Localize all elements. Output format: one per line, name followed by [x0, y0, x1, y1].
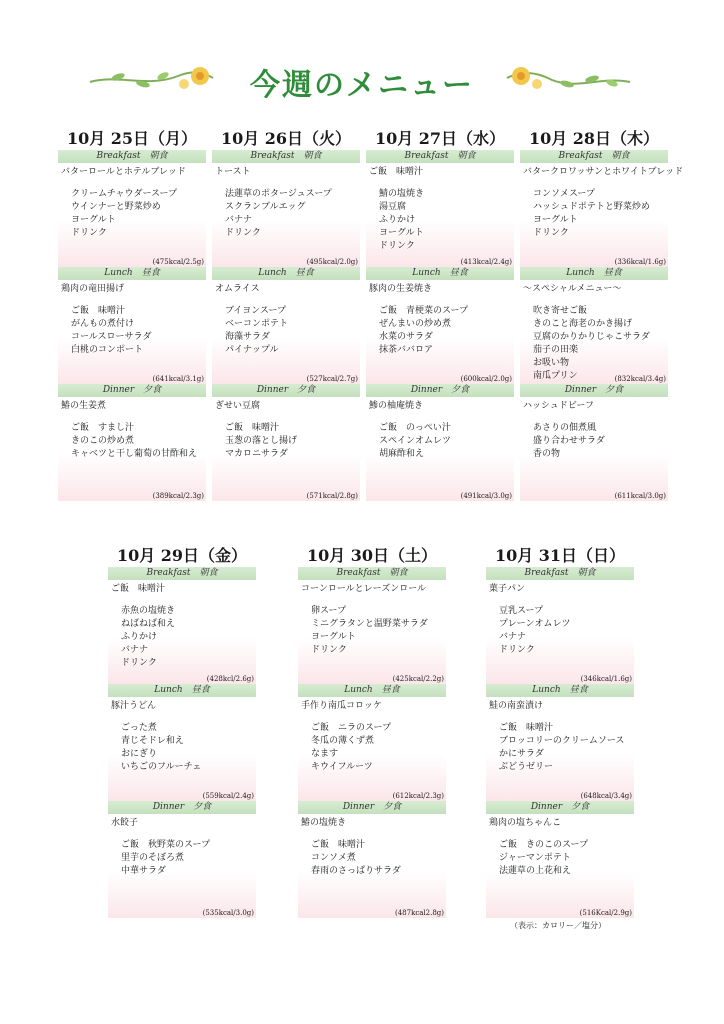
- dinner-header: Dinner 夕食: [108, 801, 256, 814]
- main-dish: 手作り南瓜コロッケ: [301, 701, 382, 711]
- side-dish: ご飯 ニラのスープ: [311, 723, 392, 733]
- calorie-salt: (425kcal/2.2g): [392, 675, 444, 683]
- breakfast-header: Breakfast 朝食: [298, 567, 446, 580]
- dinner-body: [486, 814, 634, 918]
- calorie-salt: (389kcal/2.3g): [152, 492, 204, 500]
- lunch-body: [298, 697, 446, 801]
- side-dish: かにサラダ: [499, 749, 544, 759]
- side-dish: ドリンク: [225, 228, 261, 238]
- dinner-header: Dinner 夕食: [486, 801, 634, 814]
- side-dish: きのこの炒め煮: [71, 436, 135, 446]
- main-dish: バターロールとホテルブレッド: [61, 167, 186, 177]
- side-dish-list: [225, 188, 332, 240]
- side-dish-list: [121, 605, 175, 670]
- side-dish: キャベツと干し葡萄の甘酢和え: [71, 449, 198, 459]
- side-dish: 玉葱の落とし揚げ: [225, 436, 298, 446]
- side-dish: バナナ: [121, 645, 149, 655]
- calorie-salt: (832kcal/3.4g): [614, 375, 666, 383]
- side-dish: ご飯 青梗菜のスープ: [379, 306, 469, 316]
- dinner-body: [212, 397, 360, 501]
- breakfast-section: [212, 150, 360, 267]
- main-dish: バタークロワッサンとホワイトブレッド: [523, 167, 684, 177]
- side-dish: なます: [311, 749, 339, 759]
- side-dish: 中華サラダ: [121, 866, 166, 876]
- side-dish: ブイヨンスープ: [225, 306, 287, 316]
- side-dish: マカロニサラダ: [225, 449, 288, 459]
- side-dish: コンソメスープ: [533, 189, 595, 199]
- dinner-header: Dinner 夕食: [366, 384, 514, 397]
- main-dish: コーンロールとレーズンロール: [301, 584, 427, 594]
- side-dish: ねばねば和え: [121, 619, 176, 629]
- side-dish: ベーコンポテト: [225, 319, 289, 329]
- lunch-section: [58, 267, 206, 384]
- day-title: 10月 26日（火）: [220, 129, 352, 148]
- day-column: [58, 128, 206, 501]
- side-dish: ドリンク: [311, 645, 347, 655]
- calorie-salt: (612kcal/2.3g): [392, 792, 444, 800]
- side-dish: コンソメ煮: [311, 853, 356, 863]
- calorie-salt: (641kcal/3.1g): [152, 375, 204, 383]
- day-column: [366, 128, 514, 501]
- main-dish: 鰆の生姜煮: [61, 401, 107, 411]
- breakfast-body: [298, 580, 446, 684]
- lunch-header: Lunch 昼食: [212, 267, 360, 280]
- dinner-body: [58, 397, 206, 501]
- calorie-salt: (413kcal/2.4g): [460, 258, 512, 266]
- lunch-section: [520, 267, 668, 384]
- side-dish: 冬瓜の薄くず煮: [311, 736, 375, 746]
- side-dish: ヨーグルト: [379, 228, 424, 238]
- side-dish-list: [533, 305, 650, 383]
- side-dish: ぶどうゼリー: [499, 762, 554, 772]
- side-dish-list: [533, 422, 605, 461]
- side-dish-list: [311, 605, 428, 657]
- side-dish: ご飯 味噌汁: [71, 306, 126, 316]
- side-dish: ご飯 味噌汁: [225, 423, 280, 433]
- side-dish-list: [225, 305, 288, 357]
- main-dish: 鶏肉の竜田揚げ: [61, 284, 125, 294]
- side-dish: ヨーグルト: [533, 215, 578, 225]
- breakfast-header: Breakfast 朝食: [212, 150, 360, 163]
- lunch-section: [486, 684, 634, 801]
- main-dish: ご飯 味噌汁: [369, 167, 424, 177]
- lunch-section: [366, 267, 514, 384]
- day-title: 10月 31日（日）: [494, 546, 626, 565]
- calorie-salt: (491kcal/3.0g): [460, 492, 512, 500]
- breakfast-header: Breakfast 朝食: [108, 567, 256, 580]
- breakfast-section: [520, 150, 684, 267]
- side-dish: バナナ: [225, 215, 253, 225]
- side-dish: 茄子の田楽: [533, 345, 579, 355]
- main-dish: 水餃子: [111, 818, 139, 828]
- dinner-section: [212, 384, 360, 501]
- lunch-section: [212, 267, 360, 384]
- page-title: 今週のメニュー: [250, 68, 474, 103]
- day-title: 10月 28日（木）: [528, 129, 660, 148]
- side-dish: スペインオムレツ: [379, 436, 452, 446]
- dinner-section: [366, 384, 514, 501]
- side-dish-list: [379, 422, 451, 461]
- dinner-header: Dinner 夕食: [58, 384, 206, 397]
- side-dish: ミニグラタンと温野菜サラダ: [311, 619, 428, 629]
- side-dish: プレーンオムレツ: [499, 619, 571, 629]
- main-dish: ～スペシャルメニュー～: [523, 284, 622, 294]
- side-dish: パイナップル: [225, 345, 279, 355]
- day-column: [298, 545, 446, 918]
- side-dish-list: [311, 839, 401, 878]
- dinner-section: [108, 801, 256, 918]
- calorie-salt: (527kcal/2.7g): [306, 375, 358, 383]
- side-dish: コールスローサラダ: [71, 332, 152, 342]
- dinner-header: Dinner 夕食: [212, 384, 360, 397]
- right-vine-ornament-icon: [497, 50, 632, 106]
- breakfast-body: [212, 163, 360, 267]
- side-dish: ヨーグルト: [311, 632, 356, 642]
- lunch-header: Lunch 昼食: [366, 267, 514, 280]
- side-dish-list: [121, 722, 201, 774]
- main-dish: ハッシュドビーフ: [523, 401, 595, 411]
- main-dish: ご飯 味噌汁: [111, 584, 166, 594]
- lunch-section: [298, 684, 446, 801]
- main-dish: 鶏肉の塩ちゃんこ: [489, 818, 562, 828]
- side-dish-list: [499, 722, 624, 774]
- side-dish: ウインナーと野菜炒め: [71, 202, 161, 212]
- main-dish: 豚汁うどん: [111, 701, 157, 711]
- main-dish: 鮭の南蛮漬け: [489, 701, 544, 711]
- side-dish: 卵スープ: [311, 606, 347, 616]
- day-column: [520, 128, 684, 501]
- dinner-section: [486, 801, 634, 918]
- side-dish: 鯖の塩焼き: [379, 189, 425, 199]
- side-dish: 水菜のサラダ: [379, 332, 433, 342]
- lunch-body: [58, 280, 206, 384]
- breakfast-body: [520, 163, 684, 267]
- side-dish-list: [71, 305, 151, 357]
- side-dish: ごった煮: [121, 723, 157, 733]
- breakfast-header: Breakfast 朝食: [520, 150, 668, 163]
- side-dish-list: [71, 422, 197, 461]
- calorie-salt: (428kcl/2.6g): [206, 675, 254, 683]
- breakfast-section: [108, 567, 256, 684]
- dinner-section: [298, 801, 446, 918]
- side-dish: 吹き寄せご飯: [533, 306, 588, 316]
- side-dish: ご飯 秋野菜のスープ: [121, 840, 211, 850]
- day-column: [486, 545, 634, 918]
- side-dish: ご飯 きのこのスープ: [499, 840, 589, 850]
- day-title: 10月 29日（金）: [116, 546, 248, 565]
- side-dish: 法蓮草のポタージュスープ: [225, 189, 332, 199]
- side-dish: 海藻サラダ: [225, 332, 270, 342]
- main-dish: ぎせい豆腐: [215, 401, 261, 411]
- day-title: 10月 30日（土）: [306, 546, 438, 565]
- side-dish: 白桃のコンポート: [71, 345, 144, 355]
- lunch-body: [520, 280, 668, 384]
- side-dish: キウイフルーツ: [311, 762, 373, 772]
- main-dish: 鯵の柚庵焼き: [369, 401, 424, 411]
- title-banner: [0, 50, 724, 106]
- side-dish-list: [499, 839, 588, 878]
- lunch-body: [366, 280, 514, 384]
- breakfast-body: [366, 163, 514, 267]
- side-dish: ご飯 のっぺい汁: [379, 423, 451, 433]
- side-dish: いちごのフルーチェ: [121, 762, 202, 772]
- breakfast-section: [366, 150, 514, 267]
- breakfast-body: [108, 580, 256, 684]
- side-dish: ご飯 味噌汁: [499, 723, 554, 733]
- lunch-header: Lunch 昼食: [520, 267, 668, 280]
- main-dish: 鰆の塩焼き: [301, 818, 347, 828]
- lunch-body: [212, 280, 360, 384]
- calorie-salt: (535kcal/3.0g): [202, 909, 254, 917]
- side-dish: 豆腐のかりかりじゃこサラダ: [533, 332, 650, 342]
- calorie-salt: (516Kcal/2.9g): [579, 909, 632, 917]
- calorie-salt: (475kcal/2.5g): [152, 258, 204, 266]
- breakfast-header: Breakfast 朝食: [58, 150, 206, 163]
- side-dish: ふりかけ: [121, 632, 158, 642]
- day-title: 10月 25日（月）: [66, 129, 198, 148]
- breakfast-section: [486, 567, 634, 684]
- side-dish: ご飯 味噌汁: [311, 840, 366, 850]
- dinner-body: [108, 814, 256, 918]
- side-dish: きのこと海老のかき揚げ: [533, 319, 633, 329]
- side-dish: ぜんまいの炒め煮: [379, 319, 452, 329]
- main-dish: 菓子パン: [489, 584, 526, 594]
- side-dish: ご飯 すまし汁: [71, 423, 135, 433]
- lunch-header: Lunch 昼食: [298, 684, 446, 697]
- side-dish-list: [121, 839, 210, 878]
- calorie-salt: (346kcal/1.6g): [580, 675, 632, 683]
- calorie-salt: (495kcal/2.0g): [306, 258, 358, 266]
- side-dish: 抹茶ババロア: [379, 345, 434, 355]
- main-dish: オムライス: [215, 284, 260, 294]
- side-dish: ヨーグルト: [71, 215, 116, 225]
- side-dish: 里芋のそぼろ煮: [121, 853, 185, 863]
- side-dish: バナナ: [499, 632, 527, 642]
- lunch-header: Lunch 昼食: [486, 684, 634, 697]
- side-dish: ふりかけ: [379, 215, 416, 225]
- side-dish: ドリンク: [121, 658, 157, 668]
- side-dish: お吸い物: [533, 358, 570, 368]
- lunch-header: Lunch 昼食: [108, 684, 256, 697]
- breakfast-body: [58, 163, 206, 267]
- side-dish-list: [71, 188, 177, 240]
- calorie-salt: (336kcal/1.6g): [614, 258, 666, 266]
- side-dish: 盛り合わせサラダ: [533, 436, 605, 446]
- side-dish: 香の物: [533, 449, 561, 459]
- calorie-salt: (571kcal/2.8g): [306, 492, 358, 500]
- side-dish: ドリンク: [379, 241, 415, 251]
- day-column: [212, 128, 360, 501]
- breakfast-header: Breakfast 朝食: [486, 567, 634, 580]
- dinner-body: [366, 397, 514, 501]
- side-dish: ドリンク: [71, 228, 107, 238]
- calorie-salt: (648kcal/3.4g): [580, 792, 632, 800]
- lunch-body: [108, 697, 256, 801]
- main-dish: トースト: [215, 167, 251, 177]
- side-dish: ハッシュドポテトと野菜炒め: [533, 202, 650, 212]
- calorie-salt: (559kcal/2.4g): [202, 792, 254, 800]
- side-dish: 青じそドレ和え: [121, 736, 184, 746]
- lunch-header: Lunch 昼食: [58, 267, 206, 280]
- breakfast-section: [58, 150, 206, 267]
- side-dish: 豆乳スープ: [499, 606, 544, 616]
- dinner-section: [58, 384, 206, 501]
- lunch-section: [108, 684, 256, 801]
- lunch-body: [486, 697, 634, 801]
- side-dish-list: [533, 188, 650, 240]
- main-dish: 豚肉の生姜焼き: [369, 284, 433, 294]
- side-dish: おにぎり: [121, 749, 158, 759]
- side-dish: 南瓜プリン: [533, 371, 578, 381]
- breakfast-header: Breakfast 朝食: [366, 150, 514, 163]
- calorie-salt: (487kcal2.8g): [394, 909, 444, 917]
- dinner-section: [520, 384, 668, 501]
- dinner-body: [298, 814, 446, 918]
- side-dish: 法蓮草の上花和え: [499, 866, 572, 876]
- side-dish: 湯豆腐: [379, 202, 407, 212]
- side-dish: クリームチャウダースープ: [71, 189, 178, 199]
- side-dish: ブロッコリーのクリームソース: [499, 736, 625, 746]
- side-dish-list: [379, 305, 468, 357]
- dinner-body: [520, 397, 668, 501]
- side-dish: ジャーマンポテト: [499, 853, 571, 863]
- side-dish: がんもの煮付け: [71, 319, 135, 329]
- side-dish-list: [311, 722, 391, 774]
- side-dish: ドリンク: [499, 645, 535, 655]
- dinner-header: Dinner 夕食: [298, 801, 446, 814]
- side-dish: 胡麻酢和え: [379, 449, 425, 459]
- side-dish: 春雨のさっぱりサラダ: [311, 866, 401, 876]
- day-title: 10月 27日（水）: [374, 129, 506, 148]
- side-dish: ドリンク: [533, 228, 569, 238]
- side-dish: 赤魚の塩焼き: [121, 606, 176, 616]
- side-dish-list: [379, 188, 424, 253]
- breakfast-section: [298, 567, 446, 684]
- legend-note: （表示：カロリー／塩分）: [510, 921, 606, 930]
- side-dish: スクランブルエッグ: [225, 202, 306, 212]
- side-dish-list: [225, 422, 297, 461]
- side-dish: あさりの佃煮風: [533, 423, 597, 433]
- side-dish-list: [499, 605, 570, 657]
- breakfast-body: [486, 580, 634, 684]
- calorie-salt: (611kcal/3.0g): [614, 492, 666, 500]
- calorie-salt: (600kcal/2.0g): [460, 375, 512, 383]
- day-column: [108, 545, 256, 918]
- dinner-header: Dinner 夕食: [520, 384, 668, 397]
